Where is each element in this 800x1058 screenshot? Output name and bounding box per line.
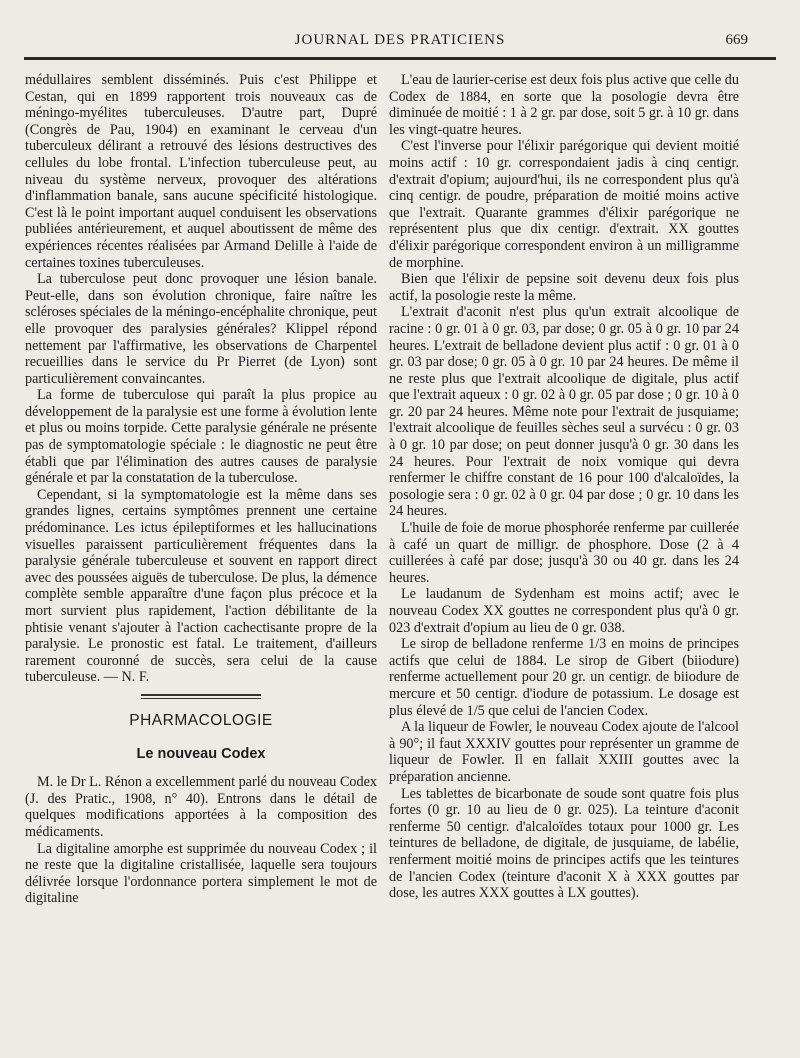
- paragraph: L'huile de foie de morue phosphorée renferme par cuillerée à café un quart de milligr. de phosphore. Dose (2 à 4 cuillerées à café par dose; jusqu'à 30 ou 40 gr. dans les 24 heures.: [389, 520, 739, 586]
- paragraph: L'eau de laurier-cerise est deux fois plus active que celle du Codex de 1884, en sorte que la posologie devra être diminuée de moitié : 1 à 2 gr. par dose, soit 5 gr. à 10 gr. dans les vingt-quatre heures.: [389, 72, 739, 138]
- paragraph: La forme de tuberculose qui paraît la plus propice au développement de la paralysie est une forme à évolution lente et plus ou moins torpide. Cette paralysie générale ne présente pas de symptomatologie spéciale : le diagnostic ne peut être établi que par l'élimination des autres causes de paralysie générale et par la constatation de la tuberculose.: [25, 387, 377, 487]
- paragraph: Bien que l'élixir de pepsine soit devenu deux fois plus actif, la posologie reste la même.: [389, 271, 739, 304]
- paragraph: La tuberculose peut donc provoquer une lésion banale. Peut-elle, dans son évolution chronique, faire naître les scléroses spéciales de la méningo-encéphalite chronique, peut elle provoquer des paralysies générales? Klippel répond nettement par l'affirmative, les observations de Charpentel recueillies dans le service du Pr Pierret (de Lyon) sont particulièrement convaincantes.: [25, 271, 377, 387]
- left-column: [25, 72, 377, 907]
- header-rule: [24, 57, 776, 60]
- paragraph: Le laudanum de Sydenham est moins actif; avec le nouveau Codex XX gouttes ne correspondent plus qu'à 0 gr. 023 d'extrait d'opium au lieu de 0 gr. 038.: [389, 586, 739, 636]
- paragraph: médullaires semblent disséminés. Puis c'est Philippe et Cestan, qui en 1899 rapportent trois nouveaux cas de méningo-myélites tuberculeuses. D'autre part, Dupré (Congrès de Pau, 1904) en examinant le cerveau d'un tuberculeux délirant a retrouvé des lésions destructives des cellules du lobe frontal. L'infection tuberculeuse peut, au niveau du système nerveux, provoquer des altérations d'inflammation banale, sans aucune spécificité histologique. C'est là le point important auquel conduisent les observations publiées antérieurement, et auquel aboutissent de même des expériences récentes réalisées par Armand Delille à l'aide de certaines toxines tuberculeuses.: [25, 72, 377, 271]
- paragraph: M. le Dr L. Rénon a excellemment parlé du nouveau Codex (J. des Pratic., 1908, n° 40). Entrons dans le détail de quelques modifications apportées à la composition des médicaments.: [25, 774, 377, 840]
- journal-title: JOURNAL DES PRATICIENS: [294, 32, 506, 48]
- page-header: [24, 30, 776, 54]
- right-column: [389, 72, 739, 902]
- section-divider: [141, 694, 261, 699]
- paragraph: L'extrait d'aconit n'est plus qu'un extrait alcoolique de racine : 0 gr. 01 à 0 gr. 03, par dose; 0 gr. 05 à 0 gr. 10 par 24 heures. L'extrait de belladone devient plus actif : 0 gr. 01 à 0 gr. 03 par dose; 0 gr. 05 à 0 gr. 10 par 24 heures. De même il ne reste plus que l'extrait alcoolique de digitale, plus actif que l'extrait aqueux : 0 gr. 02 à 0 gr. 05 par dose ; 0 gr. 10 à 0 gr. 20 par 24 heures. Même note pour l'extrait de jusquiame; l'extrait alcoolique de feuilles sèches seul a survécu : 0 gr. 03 à 0 gr. 10 par dose; on peut donner jusqu'à 0 gr. 30 dans les 24 heures. Pour l'extrait de noix vomique qui devra renfermer le chiffre constant de 16 pour 100 d'alcaloïdes, la posologie sera : 0 gr. 02 à 0 gr. 04 par dose ; 0 gr. 10 dans les 24 heures.: [389, 304, 739, 520]
- page-number: 669: [725, 32, 748, 48]
- article-title: Le nouveau Codex: [136, 745, 266, 762]
- paragraph: Cependant, si la symptomatologie est la même dans ses grandes lignes, certains symptômes prennent une certaine prédominance. Les ictus épileptiformes et les hallucinations visuelles paraissent particulièrement fréquentes dans la paralysie générale tuberculeuse et souvent en rapport direct avec des poussées aiguës de tuberculose. De plus, la démence complète semble apparaître d'une façon plus précoce et la mort survient plus rapidement, l'action débilitante de la phtisie venant s'ajouter à l'action cachectisante propre de la paralysie. Le pronostic est fatal. Le traitement, d'ailleurs rarement couronné de succès, sera celui de la cause tuberculeuse. — N. F.: [25, 486, 377, 686]
- paragraph: Les tablettes de bicarbonate de soude sont quatre fois plus fortes (0 gr. 10 au lieu de 0 gr. 025). La teinture d'aconit renferme 50 centigr. d'alcaloïdes totaux pour 1000 gr. Les teintures de belladone, de digitale, de jusquiame, de labélie, renferment moitié moins de principes actifs que les teintures de l'ancien Codex (teinture d'aconit X à XXX gouttes par dose, les autres XXX gouttes à LX gouttes).: [389, 785, 739, 902]
- paragraph: A la liqueur de Fowler, le nouveau Codex ajoute de l'alcool à 90°; il faut XXXIV gouttes pour représenter un gramme de liqueur de Fowler. Il en fallait XXIII gouttes avec la préparation ancienne.: [389, 719, 739, 785]
- section-title: PHARMACOLOGIE: [129, 711, 273, 729]
- paragraph: C'est l'inverse pour l'élixir parégorique qui devient moitié moins actif : 10 gr. correspondaient jadis à cinq centigr. d'extrait d'opium; aujourd'hui, ils ne correspondent plus qu'à cinq centigr. de poudre, préparation de moitié moins active que l'extrait. Quarante grammes d'élixir parégorique ne représentent plus que dix centigr. d'extrait. XX gouttes d'élixir parégorique correspondent environ à un milligramme de morphine.: [389, 138, 739, 271]
- paragraph: Le sirop de belladone renferme 1/3 en moins de principes actifs que celui de 1884. Le sirop de Gibert (biiodure) renferme actuellement pour 20 gr. un centigr. de biiodure de mercure et 50 centigr. d'iodure de potassium. Le dosage est plus élevé de 1/5 que celui de l'ancien Codex.: [389, 636, 739, 719]
- paragraph: La digitaline amorphe est supprimée du nouveau Codex ; il ne reste que la digitaline cristallisée, laquelle sera toujours délivrée lorsque l'ordonnance portera simplement le mot de digitaline: [25, 840, 377, 907]
